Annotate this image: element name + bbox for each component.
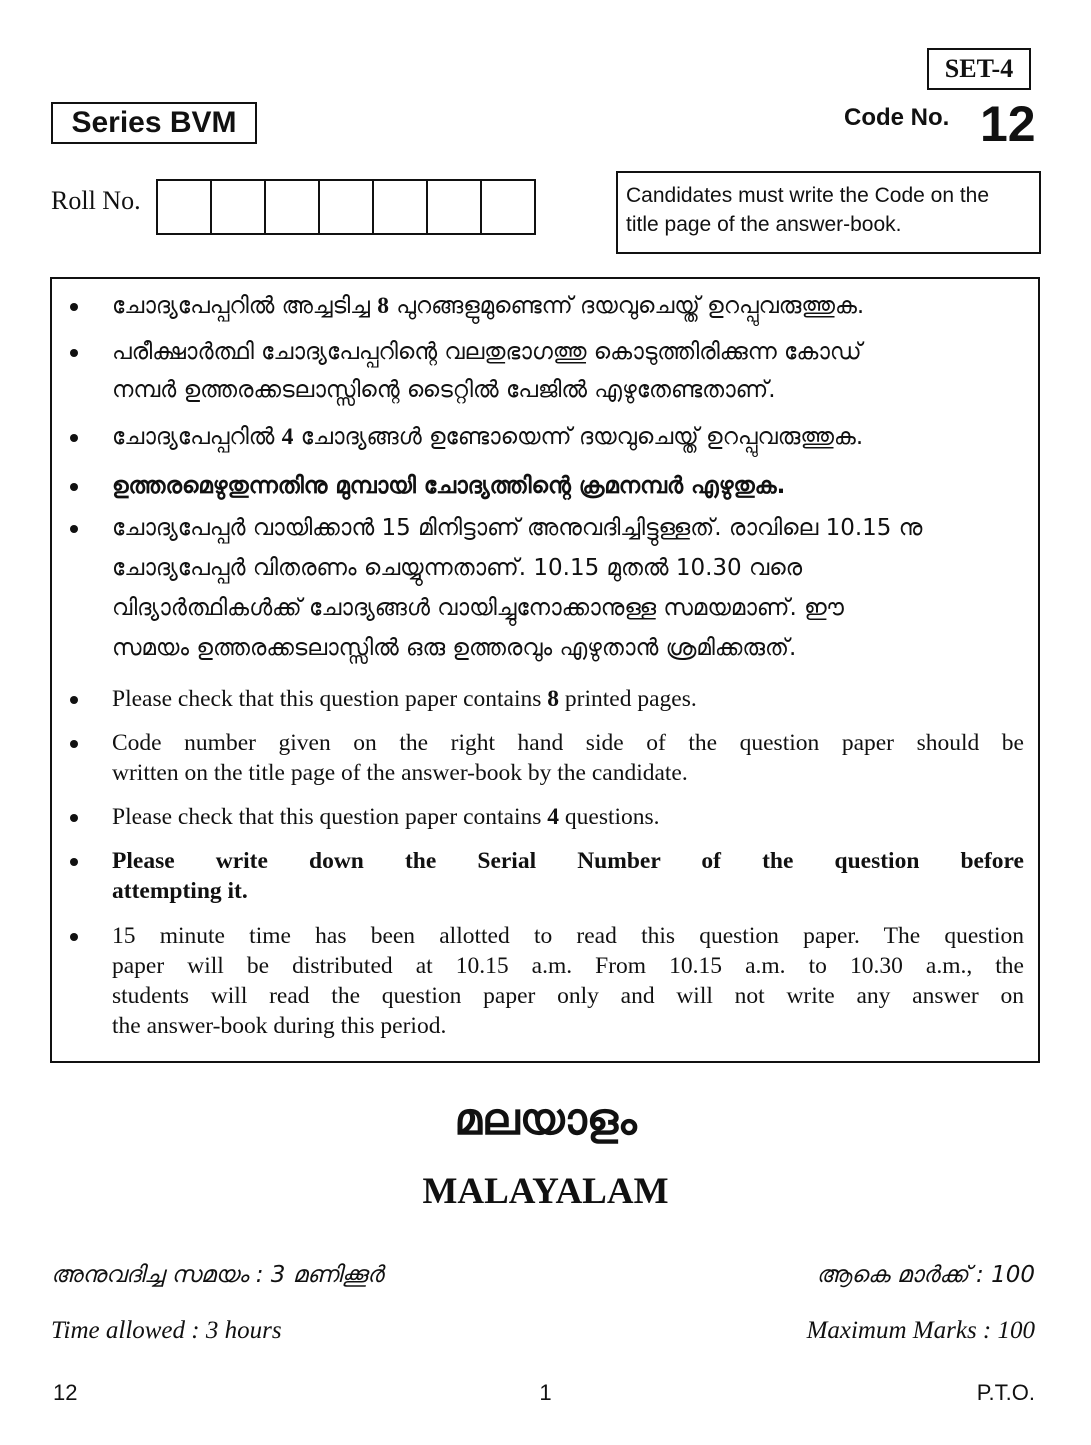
instruction-en-4-cont: attempting it. — [112, 878, 248, 904]
instruction-ml-5-cont: സമയം ഉത്തരക്കടലാസ്സിൽ ഒരു ഉത്തരവും എഴുതാൻ ശ്രമിക്കരുത്. — [112, 635, 797, 661]
footer-code: 12 — [53, 1380, 78, 1405]
roll-number-boxes — [156, 179, 536, 235]
instruction-ml-4: ഉത്തരമെഴുതുന്നതിനു മുമ്പായി ചോദ്യത്തിന്റെ ക്രമനമ്പർ എഴുതുക. — [112, 473, 786, 499]
instructions-box — [50, 277, 1040, 1063]
instruction-en-2: Code number given on the right hand side of the question paper should be — [112, 730, 1024, 756]
max-marks-ml: ആകെ മാർക്ക് : 100 — [816, 1262, 1035, 1288]
instruction-en-5-cont: paper will be distributed at 10.15 a.m. From 10.15 a.m. to 10.30 a.m., the — [112, 953, 1024, 979]
subject-title-english: MALAYALAM — [422, 1171, 669, 1212]
candidate-note-line: title page of the answer-book. — [626, 213, 902, 236]
bullet-icon — [70, 483, 82, 495]
instruction-ml-1: ചോദ്യപേപ്പറിൽ അച്ചടിച്ച 8 പുറങ്ങളുമുണ്ടെന്ന് ദയവുചെയ്ത് ഉറപ്പുവരുത്തുക. — [112, 293, 865, 319]
subject-title-malayalam: മലയാളം — [454, 1094, 637, 1145]
roll-label: Roll No. — [51, 186, 141, 215]
pto-label: P.T.O. — [976, 1380, 1035, 1405]
bullet-icon — [70, 740, 82, 752]
bullet-icon — [70, 933, 82, 945]
instruction-en-2-cont: written on the title page of the answer-book by the candidate. — [112, 760, 688, 786]
code-number: 12 — [980, 96, 1036, 152]
roll-cell[interactable] — [372, 179, 428, 235]
candidate-note — [616, 171, 1041, 254]
instruction-ml-3: ചോദ്യപേപ്പറിൽ 4 ചോദ്യങ്ങൾ ഉണ്ടോയെന്ന് ദയവുചെയ്ത് ഉറപ്പുവരുത്തുക. — [112, 424, 864, 450]
instruction-en-5-cont: students will read the question paper only and will not write any answer on — [112, 983, 1024, 1009]
max-marks-en: Maximum Marks : 100 — [806, 1317, 1035, 1344]
instruction-en-5-cont: the answer-book during this period. — [112, 1013, 447, 1039]
bullet-icon — [70, 696, 82, 708]
instruction-ml-5: ചോദ്യപേപ്പർ വായിക്കാൻ 15 മിനിട്ടാണ് അനുവദിച്ചിട്ടുള്ളത്. രാവിലെ 10.15 നു — [112, 515, 923, 541]
series-label: Series BVM — [51, 102, 257, 144]
instruction-en-5: 15 minute time has been allotted to read this question paper. The question — [112, 923, 1024, 949]
roll-cell[interactable] — [480, 179, 536, 235]
bullet-icon — [70, 349, 82, 361]
candidate-note-line: Candidates must write the Code on the — [626, 184, 990, 207]
roll-cell[interactable] — [318, 179, 374, 235]
instruction-en-3: Please check that this question paper contains 4 questions. — [112, 804, 660, 830]
instruction-en-1: Please check that this question paper contains 8 printed pages. — [112, 686, 697, 712]
instruction-ml-2: പരീക്ഷാർത്ഥി ചോദ്യപേപ്പറിന്റെ വലതുഭാഗത്തു കൊടുത്തിരിക്കുന്ന കോഡ് — [112, 339, 862, 365]
roll-cell[interactable] — [210, 179, 266, 235]
time-allowed-en: Time allowed : 3 hours — [51, 1317, 282, 1344]
bullet-icon — [70, 303, 82, 315]
time-allowed-ml: അനുവദിച്ച സമയം : 3 മണിക്കൂർ — [51, 1262, 384, 1288]
bullet-icon — [70, 814, 82, 826]
page-number: 1 — [539, 1380, 552, 1405]
instruction-ml-2-cont: നമ്പർ ഉത്തരക്കടലാസ്സിന്റെ ടൈറ്റിൽ പേജിൽ എഴുതേണ്ടതാണ്. — [112, 377, 776, 403]
roll-cell[interactable] — [264, 179, 320, 235]
code-label: Code No. — [844, 104, 950, 131]
instruction-en-4: Please write down the Serial Number of the question before — [112, 848, 1024, 874]
set-label: SET-4 — [927, 48, 1031, 90]
instruction-ml-5-cont: വിദ്യാർത്ഥികൾക്ക് ചോദ്യങ്ങൾ വായിച്ചുനോക്കാനുള്ള സമയമാണ്. ഈ — [112, 595, 844, 621]
bullet-icon — [70, 434, 82, 446]
instruction-ml-5-cont: ചോദ്യപേപ്പർ വിതരണം ചെയ്യുന്നതാണ്. 10.15 മുതൽ 10.30 വരെ — [112, 555, 803, 581]
roll-cell[interactable] — [156, 179, 212, 235]
roll-cell[interactable] — [426, 179, 482, 235]
bullet-icon — [70, 858, 82, 870]
bullet-icon — [70, 525, 82, 537]
